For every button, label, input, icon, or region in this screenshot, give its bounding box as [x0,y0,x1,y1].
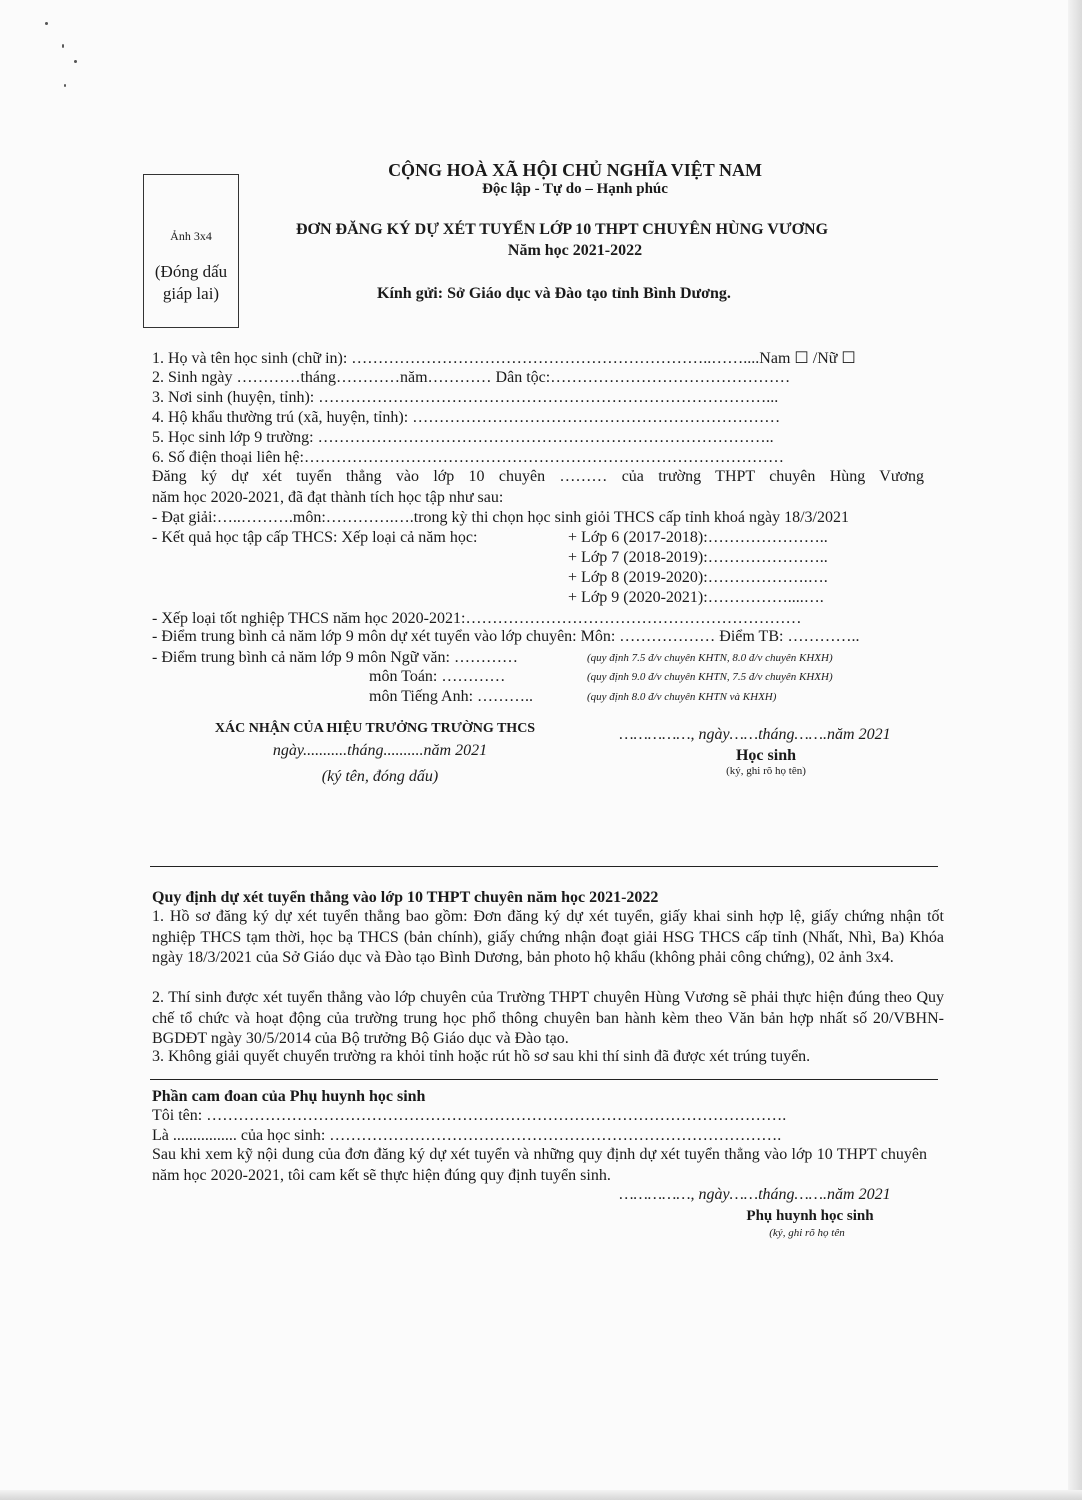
field-grade9: + Lớp 9 (2020-2021):……………....…. [568,589,824,606]
rules-item-2: 2. Thí sinh được xét tuyển thẳng vào lớp chuyên của Trường THPT chuyên Hùng Vương sẽ phải thực hiện đúng theo Quy chế tổ chức và hoạt động của trường trung học phổ thông chuyên ban hành kèm theo Văn bản hợp nhất số 20/VBHN-BGDĐT ngày 30/5/2014 của Bộ trưởng Bộ Giáo dục và Đào tạo. [152,989,944,1047]
field-major-average: - Điểm trung bình cả năm lớp 9 môn dự xét tuyển vào lớp chuyên: Môn: ……………… Điểm TB: ………….. [152,628,860,645]
parent-sign-title: Phụ huynh học sinh [746,1208,874,1224]
field-grade7: + Lớp 7 (2018-2019):………………….. [568,549,828,566]
field-literature-average: - Điểm trung bình cả năm lớp 9 môn Ngữ văn: ………… [152,649,518,666]
registration-line-2: năm học 2020-2021, đã đạt thành tích học tập như sau: [152,489,504,506]
principal-sign-note: (ký tên, đóng dấu) [321,768,439,785]
parent-relation-field: Là ................ của học sinh: …………………………………………………………………………. [152,1127,782,1144]
math-requirement-note: (quy định 9.0 đ/v chuyên KHTN, 7.5 đ/v chuyên KHXH) [587,671,833,683]
field-math-average: môn Toán: ………… [369,668,506,685]
field-phone: 6. Số điện thoại liên hệ:……………………………………………………………………………… [152,449,784,466]
scan-speck [62,44,64,48]
section-divider [150,866,938,867]
results-label: - Kết quả học tập cấp THCS: Xếp loại cả năm học: [152,529,478,546]
field-english-average: môn Tiếng Anh: ……….. [369,688,534,705]
country-heading: CỘNG HOÀ XÃ HỘI CHỦ NGHĨA VIỆT NAM [388,160,762,180]
form-title: ĐƠN ĐĂNG KÝ DỰ XÉT TUYỂN LỚP 10 THPT CHUYÊN HÙNG VƯƠNG [295,221,829,238]
page-edge-shadow-right [1068,0,1082,1500]
english-requirement-note: (quy định 8.0 đ/v chuyên KHTN và KHXH) [587,691,777,703]
field-grade8: + Lớp 8 (2019-2020):……………….…. [568,569,828,586]
scan-speck [64,84,66,87]
rules-item-1: 1. Hồ sơ đăng ký dự xét tuyển thẳng bao gồm: Đơn đăng ký dự xét tuyển, giấy khai sinh hợp lệ, giấy chứng nhận tốt nghiệp THCS tạm thời, học bạ THCS (bản chính), giấy chứng nhận đoạt giải HSG THCS cấp tỉnh (Nhất, Nhì, Ba) Khóa ngày 18/3/2021 của Sở Giáo dục và Đào tạo Bình Dương, bản photo hộ khẩu (không phải công chứng), 02 ảnh 3x4. [152,908,944,966]
rules-item-3: 3. Không giải quyết chuyển trường ra khỏi tỉnh hoặc rút hồ sơ sau khi thí sinh đã được xét trúng tuyển. [152,1048,811,1065]
parent-name-field: Tôi tên: ………………………………………………………………………………………………. [152,1107,787,1124]
principal-confirmation-title: XÁC NHẬN CỦA HIỆU TRƯỞNG TRƯỜNG THCS [214,721,536,736]
parent-pledge-title: Phần cam đoan của Phụ huynh học sinh [152,1088,426,1105]
field-award: - Đạt giải:…..……….môn:………….….trong kỳ thi chọn học sinh giỏi THCS cấp tỉnh khoá ngày 18/3/2021 [152,509,849,526]
parent-sign-date: ……………, ngày……tháng…….năm 2021 [619,1186,891,1203]
field-graduation: - Xếp loại tốt nghiệp THCS năm học 2020-2021:……………………………………………………… [152,610,802,627]
photo-stamp-note: (Đóng dấu giáp lai) [154,262,228,303]
field-birthplace: 3. Nơi sinh (huyện, tỉnh): …………………………………………………………………………... [152,389,779,406]
scan-speck [45,22,48,25]
field-grade6: + Lớp 6 (2017-2018):………………….. [568,529,828,546]
parent-sign-note: (ký, ghi rõ họ tên [769,1227,845,1239]
rules-title: Quy định dự xét tuyển thẳng vào lớp 10 THPT chuyên năm học 2021-2022 [152,889,659,906]
field-birth-date: 2. Sinh ngày …………tháng…………năm………… Dân tộc:……………………………………… [152,369,791,386]
motto: Độc lập - Tự do – Hạnh phúc [482,181,668,197]
field-grade9-school: 5. Học sinh lớp 9 trường: ………………………………………………………………………….. [152,429,774,446]
student-sign-note: (ký, ghi rõ họ tên) [726,765,806,777]
field-full-name: 1. Họ và tên học sinh (chữ in): …………………………………………………………..……....Nam ☐ /Nữ ☐ [152,350,856,367]
page-edge-shadow-bottom [0,1490,1082,1500]
section-divider [150,1079,938,1080]
photo-size-label: Ảnh 3x4 [170,229,212,243]
photo-box [143,174,239,328]
registration-line: Đăng ký dự xét tuyển thẳng vào lớp 10 chuyên ……… của trường THPT chuyên Hùng Vương [152,468,924,485]
field-residence: 4. Hộ khẩu thường trú (xã, huyện, tỉnh): …………………………………………………………… [152,409,781,426]
school-year: Năm học 2021-2022 [507,242,643,259]
student-sign-title: Học sinh [735,747,796,764]
literature-requirement-note: (quy định 7.5 đ/v chuyên KHTN, 8.0 đ/v chuyên KHXH) [587,652,833,664]
scan-speck [74,60,77,63]
parent-pledge-text: Sau khi xem kỹ nội dung của đơn đăng ký dự xét tuyển và những quy định dự xét tuyển thẳng vào lớp 10 THPT chuyên năm học 2020-2021, tôi cam kết sẽ thực hiện đúng quy định tuyển sinh. [152,1146,927,1184]
principal-date: ngày...........tháng..........năm 2021 [272,742,488,759]
student-sign-date: ……………, ngày……tháng…….năm 2021 [619,726,891,743]
addressee: Kính gửi: Sở Giáo dục và Đào tạo tỉnh Bình Dương. [377,285,731,302]
